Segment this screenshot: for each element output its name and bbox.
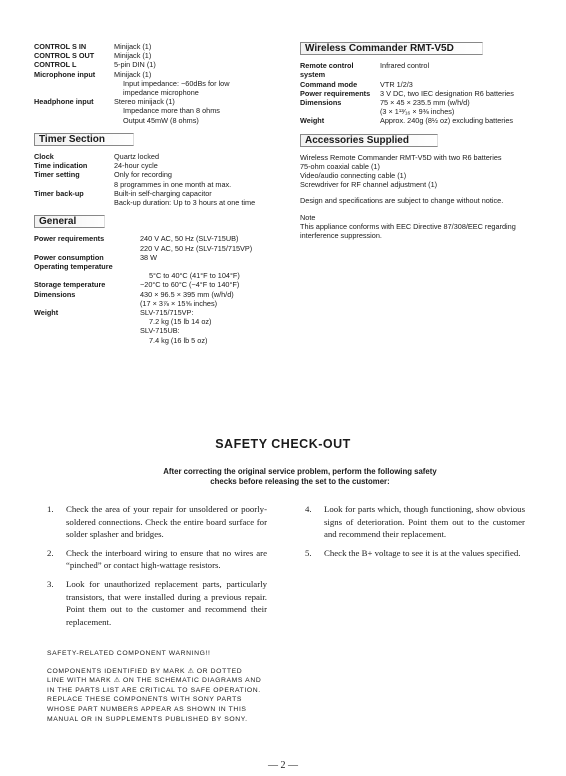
spec-value: Built-in self-charging capacitor	[114, 188, 212, 198]
spec-value: 8 programmes in one month at max.	[114, 179, 232, 189]
note-title: Note	[300, 212, 316, 222]
accessory-item: Video/audio connecting cable (1)	[300, 171, 407, 181]
spec-label: Power requirements	[300, 88, 371, 98]
general-section-heading: General	[34, 215, 105, 228]
spec-value: Approx. 240g (8½ oz) excluding batteries	[380, 116, 514, 126]
spec-value: 240 V AC, 50 Hz (SLV-715UB)	[140, 234, 239, 244]
spec-value: VTR 1/2/3	[380, 79, 413, 89]
spec-value: 3 V DC, two IEC designation R6 batteries	[380, 88, 514, 98]
spec-value: Back-up duration: Up to 3 hours at one time	[114, 198, 256, 208]
spec-value: impedance microphone	[123, 88, 199, 98]
spec-value: (17 × 3⅞ × 15⅝ inches)	[140, 298, 218, 308]
spec-row	[34, 271, 279, 280]
safety-checks-right	[305, 503, 525, 565]
spec-value: SLV-715/715VP:	[140, 308, 194, 318]
general-spec-list	[34, 234, 279, 344]
spec-label: Timer setting	[34, 170, 80, 180]
spec-row	[300, 80, 540, 89]
spec-value: 5-pin DIN (1)	[114, 60, 156, 70]
connector-spec-list	[34, 42, 279, 125]
spec-value: 38 W	[140, 252, 158, 262]
spec-label: Weight	[300, 116, 325, 126]
safety-checkout-title: SAFETY CHECK-OUT	[215, 437, 351, 451]
warning-text: COMPONENTS IDENTIFIED BY MARK ⚠ OR DOTTED LINE WITH MARK ⚠ ON THE SCHEMATIC DIAGRAMS AND IN THE PARTS LIST ARE CRITICAL TO SAFE OPERATION. REPLACE THESE COMPONENTS WITH SONY PARTS WHOSE PART NUMBERS APPEAR AS SHOWN IN THIS MANUAL OR IN SUPPLEMENTS PUBLISHED BY SONY.	[47, 667, 262, 723]
spec-label: Headphone input	[34, 97, 94, 107]
spec-label: Power requirements	[34, 234, 105, 244]
right-spec-column	[300, 42, 540, 240]
item-number: 3.	[47, 578, 54, 589]
accessories-heading: Accessories Supplied	[300, 134, 438, 147]
spec-row	[300, 89, 540, 98]
spec-row	[34, 70, 279, 98]
note-line: interference suppression.	[300, 231, 382, 241]
item-number: 5.	[305, 547, 312, 558]
accessory-item: Screwdriver for RF channel adjustment (1)	[300, 180, 438, 190]
item-number: 1.	[47, 504, 54, 514]
spec-value: 5°C to 40°C (41°F to 104°F)	[149, 271, 240, 281]
spec-value: 220 V AC, 50 Hz (SLV-715/715VP)	[140, 243, 253, 253]
warning-title: SAFETY-RELATED COMPONENT WARNING!!	[47, 650, 211, 657]
spec-label: Timer back-up	[34, 188, 84, 198]
spec-row	[34, 170, 279, 188]
spec-value: 7.2 kg (15 lb 14 oz)	[149, 317, 212, 327]
spec-row	[300, 70, 540, 79]
spec-row	[34, 152, 279, 161]
spec-row	[34, 51, 279, 60]
spec-label: CONTROL S OUT	[34, 51, 95, 61]
item-text: Look for unauthorized replacement parts, particularly transistors, that were installed during a previous repair. Point them out to the customer and recommend their replacement.	[66, 578, 267, 627]
item-number: 4.	[305, 504, 312, 514]
spec-label: Time indication	[34, 161, 88, 171]
spec-label: Power consumption	[34, 252, 104, 262]
spec-value: Minijack (1)	[114, 42, 152, 51]
spec-row	[300, 116, 540, 125]
spec-row	[34, 60, 279, 69]
spec-value: Minijack (1)	[114, 69, 152, 79]
spec-value: Stereo minijack (1)	[114, 97, 175, 107]
accessory-item: 75-ohm coaxial cable (1)	[300, 162, 380, 172]
spec-label: Weight	[34, 308, 59, 318]
spec-label: Remote control	[300, 61, 354, 71]
safety-warning	[47, 649, 262, 724]
spec-value: Minijack (1)	[114, 51, 152, 61]
accessories-list	[300, 153, 540, 190]
spec-row	[34, 189, 279, 207]
spec-row	[34, 290, 279, 308]
safety-intro: After correcting the original service problem, perform the following safety checks before releasing the set to the customer:	[163, 467, 437, 486]
spec-value: Output 45mW (8 ohms)	[123, 115, 199, 125]
spec-row	[300, 61, 540, 70]
safety-checks-left	[47, 503, 267, 634]
spec-value: SLV-715UB:	[140, 326, 180, 336]
spec-value: Only for recording	[114, 170, 172, 180]
item-text: Check the B+ voltage to see it is at the values specified.	[324, 547, 521, 558]
left-spec-column	[34, 42, 279, 345]
item-text: Look for parts which, though functioning, show obvious signs of deterioration. Point them out to the customer and recommend their replacement.	[324, 504, 525, 540]
spec-label: CONTROL S IN	[34, 42, 87, 51]
wireless-spec-list	[300, 61, 540, 125]
spec-row	[34, 234, 279, 252]
spec-label: Operating temperature	[34, 262, 113, 272]
spec-value: (3 × 1¹³⁄₁₆ × 9⅜ inches)	[380, 107, 455, 117]
spec-label: system	[300, 70, 326, 80]
spec-row	[34, 42, 279, 51]
accessory-item: Wireless Remote Commander RMT-V5D with two R6 batteries	[300, 152, 502, 162]
spec-label: Dimensions	[300, 98, 342, 108]
safety-check-item	[305, 503, 525, 541]
spec-label: Command mode	[300, 79, 358, 89]
spec-value: 75 × 45 × 235.5 mm (w/h/d)	[380, 98, 470, 108]
spec-value: Impedance more than 8 ohms	[123, 106, 220, 116]
spec-label: Storage temperature	[34, 280, 106, 290]
timer-section-heading: Timer Section	[34, 133, 134, 146]
spec-value: 24-hour cycle	[114, 161, 158, 171]
note-line: This appliance conforms with EEC Directive 87/308/EEC regarding	[300, 222, 516, 232]
spec-disclaimer: Design and specifications are subject to change without notice.	[300, 195, 504, 205]
spec-label: CONTROL L	[34, 60, 77, 70]
spec-value: 430 × 96.5 × 395 mm (w/h/d)	[140, 289, 234, 299]
safety-check-item	[47, 547, 267, 572]
spec-label: Microphone input	[34, 69, 96, 79]
spec-row	[300, 98, 540, 116]
spec-value: 7.4 kg (16 lb 5 oz)	[149, 335, 208, 345]
wireless-commander-heading: Wireless Commander RMT-V5D	[300, 42, 483, 55]
safety-check-item	[305, 547, 525, 560]
spec-row	[34, 280, 279, 289]
item-text: Check the area of your repair for unsoldered or poorly-soldered connections. Check the entire board surface for solder splasher and bridges.	[66, 504, 267, 540]
spec-label: Dimensions	[34, 289, 76, 299]
item-text: Check the interboard wiring to ensure that no wires are “pinched” or contact high-wattage resistors.	[66, 547, 267, 571]
spec-value: Input impedance: −60dBs for low	[123, 78, 230, 88]
page-number: — 2 —	[268, 760, 298, 771]
item-number: 2.	[47, 547, 54, 558]
spec-row	[34, 262, 279, 271]
spec-row	[34, 253, 279, 262]
spec-label: Clock	[34, 152, 54, 162]
safety-check-item	[47, 578, 267, 628]
spec-value: Quartz locked	[114, 152, 160, 162]
timer-spec-list	[34, 152, 279, 207]
spec-row	[34, 161, 279, 170]
safety-check-item	[47, 503, 267, 541]
spec-row	[34, 308, 279, 345]
spec-value: Infrared control	[380, 61, 430, 71]
spec-value: −20°C to 60°C (−4°F to 140°F)	[140, 280, 240, 290]
spec-row	[34, 97, 279, 125]
